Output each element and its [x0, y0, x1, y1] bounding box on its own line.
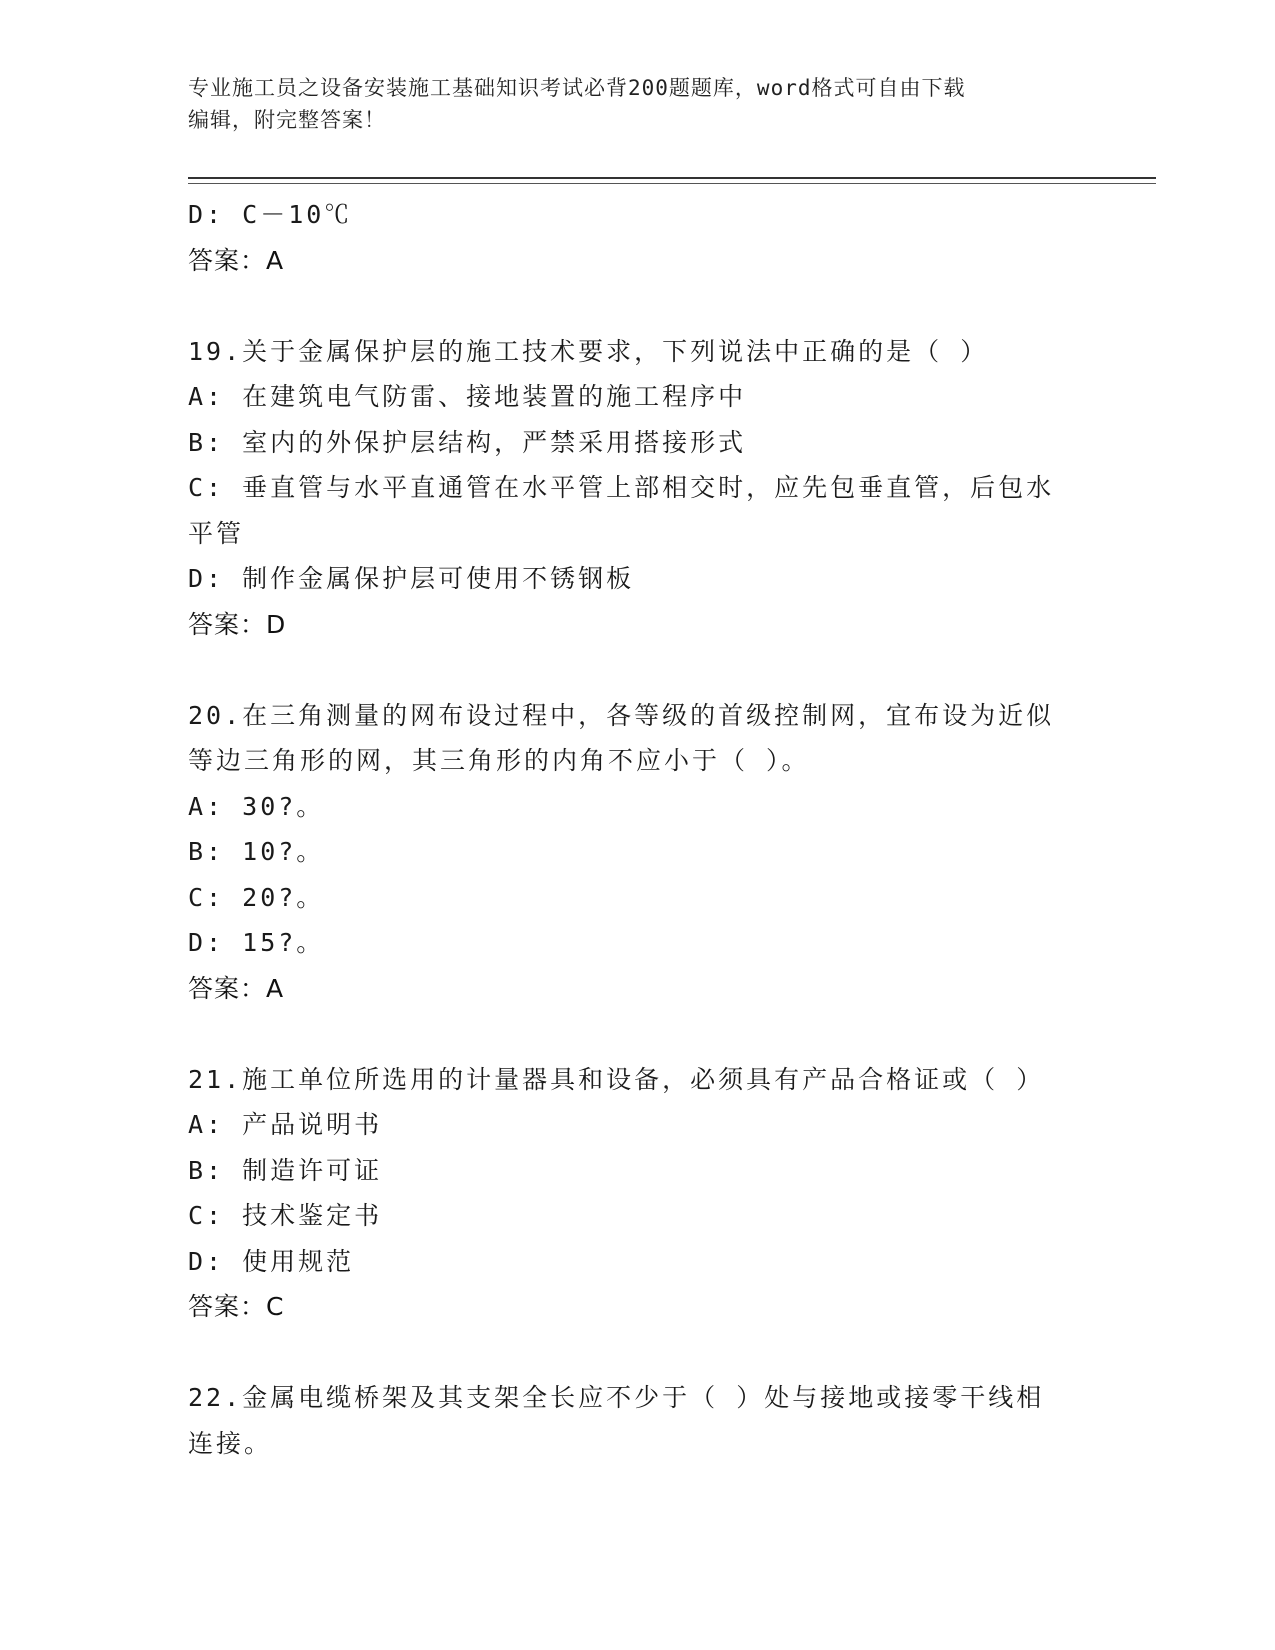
spacer [188, 1011, 1068, 1057]
option-b: B: 制造许可证 [188, 1155, 383, 1185]
question-stem-continued: 连接。 [188, 1428, 273, 1458]
option-c: C: 20?。 [188, 882, 325, 912]
option-b: B: 10?。 [188, 837, 325, 866]
option-c: C: 技术鉴定书 [188, 1201, 383, 1230]
option-c: C: 垂直管与水平直通管在水平管上部相交时，应先包垂直管，后包水 [188, 473, 1055, 502]
answer: 答案：A [188, 973, 285, 1003]
answer: 答案：D [188, 609, 287, 639]
page-header [188, 72, 1088, 136]
question-21 [188, 1057, 1068, 1330]
option-a: A: 30?。 [188, 791, 325, 821]
prev-option-d: D: C－10℃ [188, 200, 353, 229]
option-d: D: 制作金属保护层可使用不锈钢板 [188, 564, 635, 593]
answer: 答案：C [188, 1292, 285, 1321]
prev-answer: 答案：A [188, 245, 285, 275]
option-a: A: 在建筑电气防雷、接地装置的施工程序中 [188, 382, 747, 411]
question-list [188, 192, 1068, 1466]
header-divider-thick [188, 177, 1156, 179]
option-b: B: 室内的外保护层结构，严禁采用搭接形式 [188, 427, 747, 457]
option-d: D: 使用规范 [188, 1246, 355, 1276]
option-a: A: 产品说明书 [188, 1110, 383, 1139]
question-22 [188, 1375, 1068, 1466]
question-stem: 19.关于金属保护层的施工技术要求，下列说法中正确的是（ ） [188, 336, 989, 366]
spacer [188, 283, 1068, 329]
question-stem: 20.在三角测量的网布设过程中，各等级的首级控制网，宜布设为近似 [188, 700, 1055, 730]
header-divider-thin [188, 183, 1156, 184]
question-20 [188, 693, 1068, 1012]
option-c-continued: 平管 [188, 518, 245, 548]
spacer [188, 647, 1068, 693]
question-stem: 21.施工单位所选用的计量器具和设备，必须具有产品合格证或（ ） [188, 1064, 1045, 1094]
spacer [188, 1330, 1068, 1376]
header-title-line-2: 编辑，附完整答案！ [188, 108, 386, 132]
header-title-line-1: 专业施工员之设备安装施工基础知识考试必背200题题库，word格式可自由下载 [188, 76, 966, 100]
question-stem-continued: 等边三角形的网，其三角形的内角不应小于（ ）。 [188, 746, 810, 775]
question-19 [188, 329, 1068, 648]
question-stem: 22.金属电缆桥架及其支架全长应不少于（ ）处与接地或接零干线相 [188, 1383, 1045, 1412]
option-d: D: 15?。 [188, 928, 325, 957]
